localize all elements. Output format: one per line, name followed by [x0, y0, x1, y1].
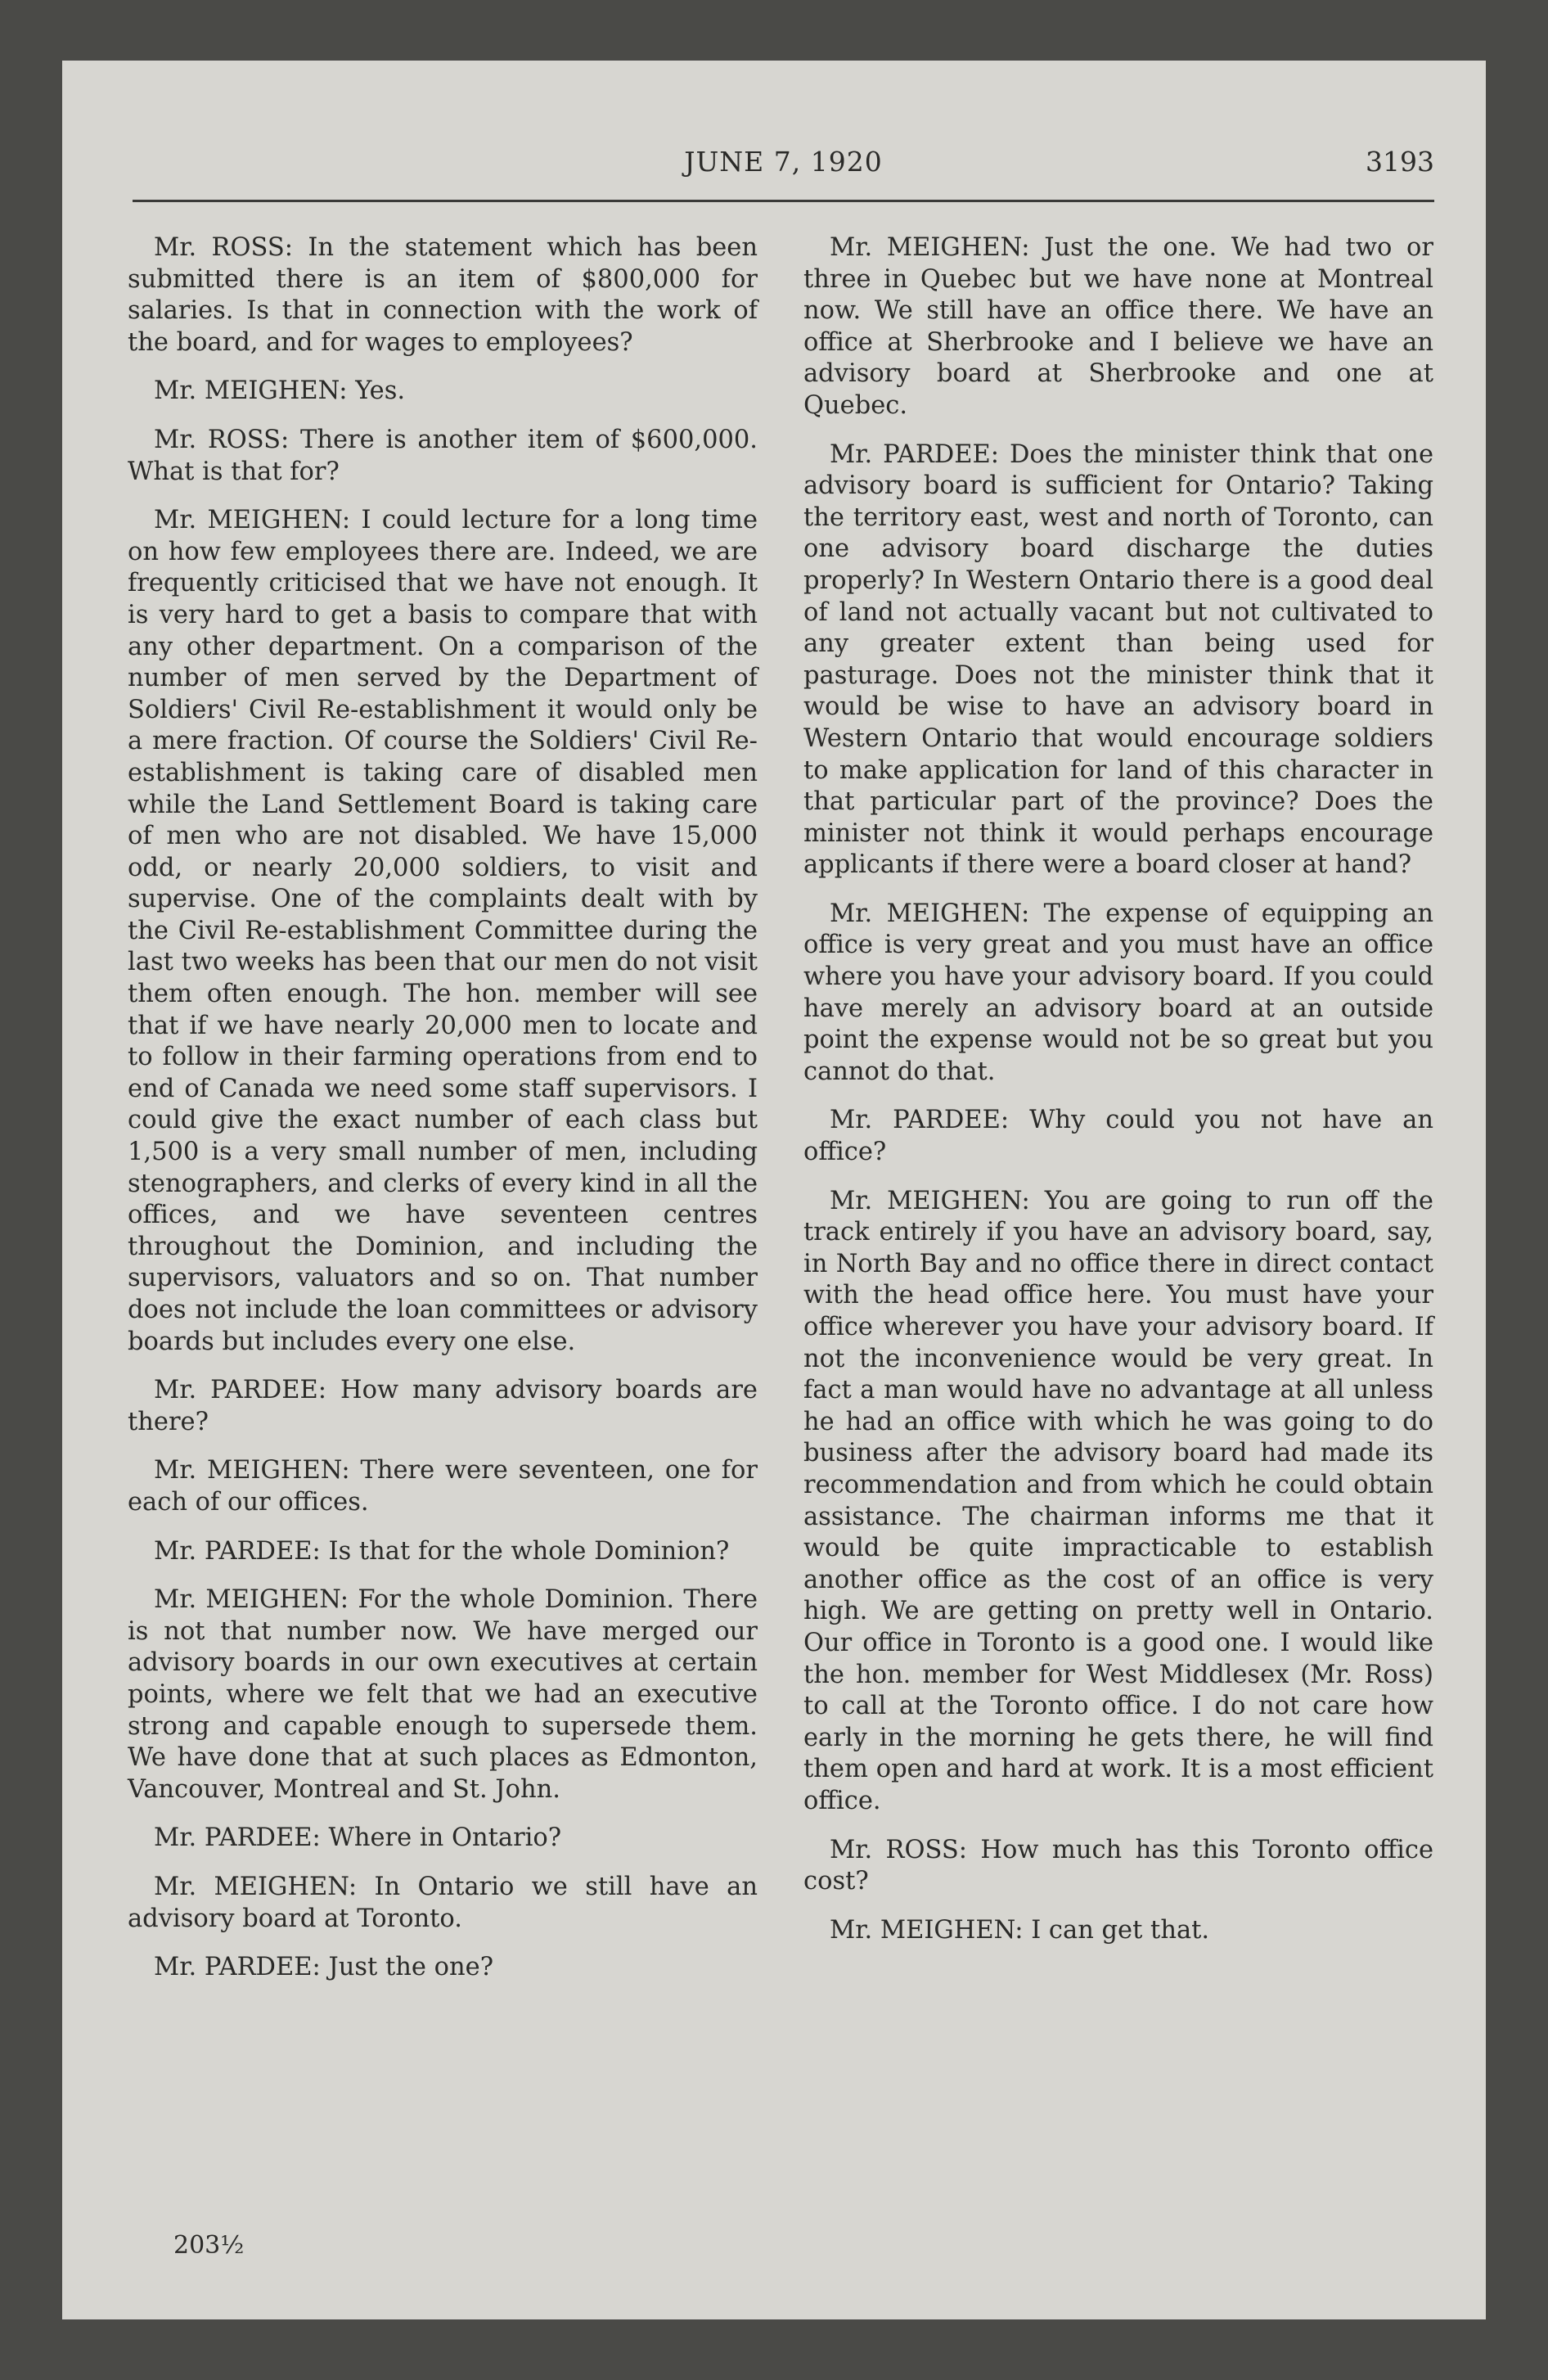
paragraph: Mr. MEIGHEN: Yes. [154, 376, 406, 406]
paragraph: Mr. ROSS: In the statement which has been submitted there is an item of $800,000 for salaries. Is that in connection with the work of the board, and for wages to employees? [128, 233, 758, 357]
paragraph: Mr. MEIGHEN: There were seventeen, one for each of our offices. [128, 1456, 758, 1517]
paragraph: Mr. PARDEE: Where in Ontario? [154, 1823, 562, 1853]
page-header [133, 146, 1434, 178]
paragraph: Mr. MEIGHEN: For the whole Dominion. There is not that number now. We have merged our advisory boards in our own executives at certain points, where we felt that we had an executive strong and capable enough to supersede them. We have done that at such places as Edmonton, Vancouver, Montreal and St. John. [128, 1585, 758, 1804]
paragraph: Mr. ROSS: How much has this Toronto office cost? [803, 1835, 1433, 1896]
paragraph: Mr. PARDEE: How many advisory boards are there? [128, 1376, 758, 1436]
header-rule [133, 200, 1434, 202]
paragraph: Mr. MEIGHEN: I could lecture for a long time on how few employees there are. Indeed, we are frequently criticised that we have not enough. It is very hard to get a basis to compare that with any other department. On a comparison of the number of men served by the Department of Soldiers' Civil Re-establishment it would only be a mere fraction. Of course the Soldiers' Civil Re-establishment is taking care of disabled men while the Land Settlement Board is taking care of men who are not disabled. We have 15,000 odd, or nearly 20,000 soldiers, to visit and supervise. One of the complaints dealt with by the Civil Re-establishment Committee during the last two weeks has been that our men do not visit them often enough. The hon. member will see that if we have nearly 20,000 men to locate and to follow in their farming operations from end to end of Canada we need some staff supervisors. I could give the exact number of each class but 1,500 is a very small number of men, including stenographers, and clerks of every kind in all the offices, and we have seventeen centres throughout the Dominion, and including the supervisors, valuators and so on. That number does not include the loan committees or advisory boards but includes every one else. [128, 506, 758, 1356]
paragraph: Mr. MEIGHEN: I can get that. [830, 1915, 1210, 1945]
paragraph: Mr. MEIGHEN: In Ontario we still have an advisory board at Toronto. [128, 1872, 758, 1933]
header-date: JUNE 7, 1920 [684, 146, 883, 178]
paragraph: Mr. MEIGHEN: Just the one. We had two or three in Quebec but we have none at Montreal now. We still have an office there. We have an office at Sherbrooke and I believe we have an advisory board at Sherbrooke and one at Quebec. [803, 233, 1433, 420]
folio-mark: 203½ [173, 2231, 245, 2260]
page-number: 3193 [1366, 146, 1434, 178]
paragraph: Mr. PARDEE: Just the one? [154, 1953, 494, 1982]
paragraph: Mr. PARDEE: Does the minister think that one advisory board is sufficient for Ontario? Taking the territory east, west and north of Toronto, can one advisory board discharge the duties properly? In Western Ontario there is a good deal of land not actually vacant but not cultivated to any greater extent than being used for pasturage. Does not the minister think that it would be wise to have an advisory board in Western Ontario that would encourage soldiers to make application for land of this character in that particular part of the province? Does the minister not think it would perhaps encourage applicants if there were a board closer at hand? [803, 439, 1433, 880]
paragraph: Mr. ROSS: There is another item of $600,000. What is that for? [128, 425, 758, 486]
right-column [803, 232, 1433, 1963]
paragraph: Mr. MEIGHEN: The expense of equipping an office is very great and you must have an office where you have your advisory board. If you could have merely an advisory board at an outside point the expense would not be so great but you cannot do that. [803, 899, 1433, 1086]
left-column [128, 232, 758, 2001]
document-page [62, 61, 1486, 2319]
paragraph: Mr. PARDEE: Is that for the whole Dominion? [154, 1536, 730, 1566]
paragraph: Mr. MEIGHEN: You are going to run off the track entirely if you have an advisory board, say, in North Bay and no office there in direct contact with the head office here. You must have your office wherever you have your advisory board. If not the inconvenience would be very great. In fact a man would have no advantage at all unless he had an office with which he was going to do business after the advisory board had made its recommendation and from which he could obtain assistance. The chairman informs me that it would be quite impracticable to establish another office as the cost of an office is very high. We are getting on pretty well in Ontario. Our office in Toronto is a good one. I would like the hon. member for West Middlesex (Mr. Ross) to call at the Toronto office. I do not care how early in the morning he gets there, he will find them open and hard at work. It is a most efficient office. [803, 1186, 1433, 1815]
paragraph: Mr. PARDEE: Why could you not have an office? [803, 1106, 1433, 1167]
